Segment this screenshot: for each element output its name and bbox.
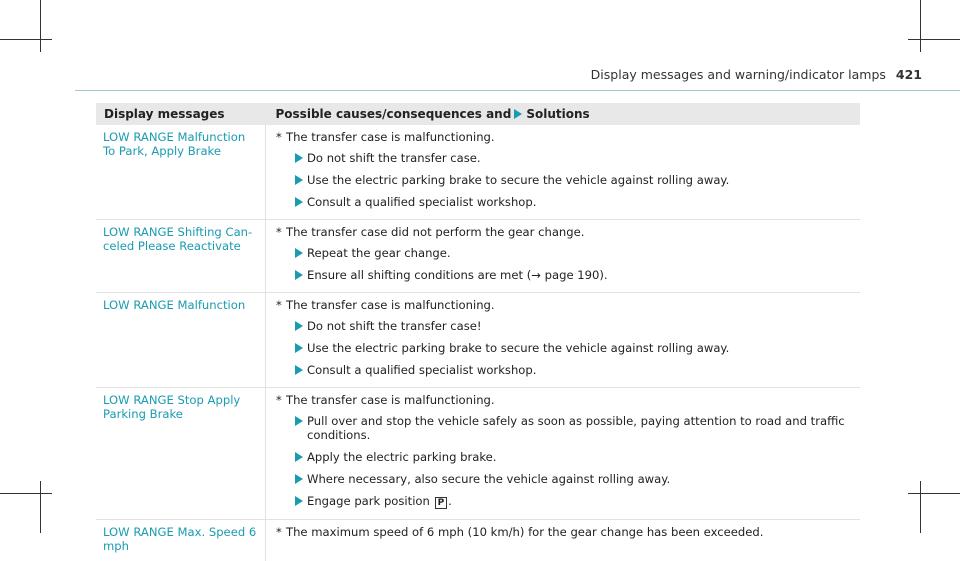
step-arrow-icon	[295, 197, 303, 207]
cause	[276, 130, 860, 144]
step-text: Engage park position	[307, 494, 430, 508]
cause-text: The transfer case is malfunctioning.	[286, 298, 495, 312]
step-text: Apply the electric parking brake.	[307, 450, 497, 464]
solution-step	[276, 414, 860, 442]
message-line: LOW RANGE Malfunction	[103, 298, 259, 312]
table-header-row	[96, 103, 860, 125]
step-arrow-icon	[295, 365, 303, 375]
cause-text: The maximum speed of 6 mph (10 km/h) for the gear change has been exceeded.	[286, 525, 763, 539]
cause	[276, 225, 860, 239]
message-line: To Park, Apply Brake	[103, 144, 259, 158]
cause-text: The transfer case did not perform the gear change.	[286, 225, 584, 239]
page-header	[591, 67, 922, 82]
step-arrow-icon	[295, 270, 303, 280]
crop-mark	[908, 493, 960, 494]
step-text: Repeat the gear change.	[307, 246, 451, 260]
solution-step	[276, 151, 860, 165]
crop-mark	[0, 39, 52, 40]
solution-step	[276, 472, 860, 486]
display-message	[96, 388, 266, 520]
step-text: Use the electric parking brake to secure the vehicle against rolling away.	[307, 173, 729, 187]
crop-mark	[40, 481, 41, 533]
message-line: mph	[103, 539, 259, 553]
star-bullet: *	[276, 225, 282, 239]
solution-step	[276, 363, 860, 377]
column-header-causes: Possible causes/consequences and	[276, 107, 512, 121]
display-message	[96, 293, 266, 388]
star-bullet: *	[276, 393, 282, 407]
step-text: Consult a qualified specialist workshop.	[307, 195, 536, 209]
crop-mark	[0, 493, 52, 494]
cause-text: The transfer case is malfunctioning.	[286, 393, 495, 407]
step-arrow-icon	[295, 416, 303, 426]
solution-step	[276, 195, 860, 209]
solution-step	[276, 494, 860, 509]
message-line: LOW RANGE Max. Speed 6	[103, 525, 259, 539]
message-line: LOW RANGE Stop Apply	[103, 393, 259, 407]
step-arrow-icon	[295, 496, 303, 506]
solution-cell	[266, 125, 861, 220]
message-line: Parking Brake	[103, 407, 259, 421]
display-messages-table	[96, 103, 860, 561]
solution-step	[276, 450, 860, 464]
page-number: 421	[896, 67, 922, 82]
message-line: LOW RANGE Malfunction	[103, 130, 259, 144]
cause-text: The transfer case is malfunctioning.	[286, 130, 495, 144]
message-line: LOW RANGE Shifting Can-	[103, 225, 259, 239]
display-message	[96, 520, 266, 561]
crop-mark	[908, 39, 960, 40]
park-position-icon: P	[435, 497, 448, 509]
display-message	[96, 125, 266, 220]
solution-cell	[266, 520, 861, 561]
table-row	[96, 220, 860, 293]
table-row	[96, 125, 860, 220]
column-header-solutions-label: Solutions	[526, 107, 589, 121]
cause	[276, 393, 860, 407]
crop-mark	[920, 0, 921, 52]
solution-cell	[266, 293, 861, 388]
solution-step	[276, 268, 860, 282]
message-line: celed Please Reactivate	[103, 239, 259, 253]
step-arrow-icon	[295, 248, 303, 258]
step-text: Do not shift the transfer case.	[307, 151, 481, 165]
crop-mark	[40, 0, 41, 52]
solution-cell	[266, 388, 861, 520]
table-row	[96, 293, 860, 388]
solution-arrow-icon	[514, 109, 522, 119]
step-text[interactable]: Ensure all shifting conditions are met (→ page 190).	[307, 268, 608, 282]
solution-cell	[266, 220, 861, 293]
cause	[276, 525, 860, 539]
table-row	[96, 520, 860, 561]
step-text-end: .	[448, 494, 452, 508]
column-header-messages: Display messages	[96, 103, 266, 125]
column-header-solutions	[266, 103, 861, 125]
step-arrow-icon	[295, 321, 303, 331]
header-divider	[75, 90, 960, 91]
solution-step	[276, 246, 860, 260]
step-text: Consult a qualified specialist workshop.	[307, 363, 536, 377]
crop-mark	[920, 481, 921, 533]
step-arrow-icon	[295, 153, 303, 163]
display-message	[96, 220, 266, 293]
step-text: Use the electric parking brake to secure the vehicle against rolling away.	[307, 341, 729, 355]
step-arrow-icon	[295, 343, 303, 353]
solution-step	[276, 341, 860, 355]
step-arrow-icon	[295, 452, 303, 462]
page-header-title: Display messages and warning/indicator lamps	[591, 67, 886, 82]
star-bullet: *	[276, 130, 282, 144]
step-text: Pull over and stop the vehicle safely as soon as possible, paying attention to road and traffic conditions.	[307, 414, 845, 442]
star-bullet: *	[276, 525, 282, 539]
cause	[276, 298, 860, 312]
step-arrow-icon	[295, 474, 303, 484]
table-row	[96, 388, 860, 520]
solution-step	[276, 173, 860, 187]
solution-step	[276, 319, 860, 333]
step-text: Where necessary, also secure the vehicle against rolling away.	[307, 472, 670, 486]
star-bullet: *	[276, 298, 282, 312]
step-arrow-icon	[295, 175, 303, 185]
step-text: Do not shift the transfer case!	[307, 319, 482, 333]
